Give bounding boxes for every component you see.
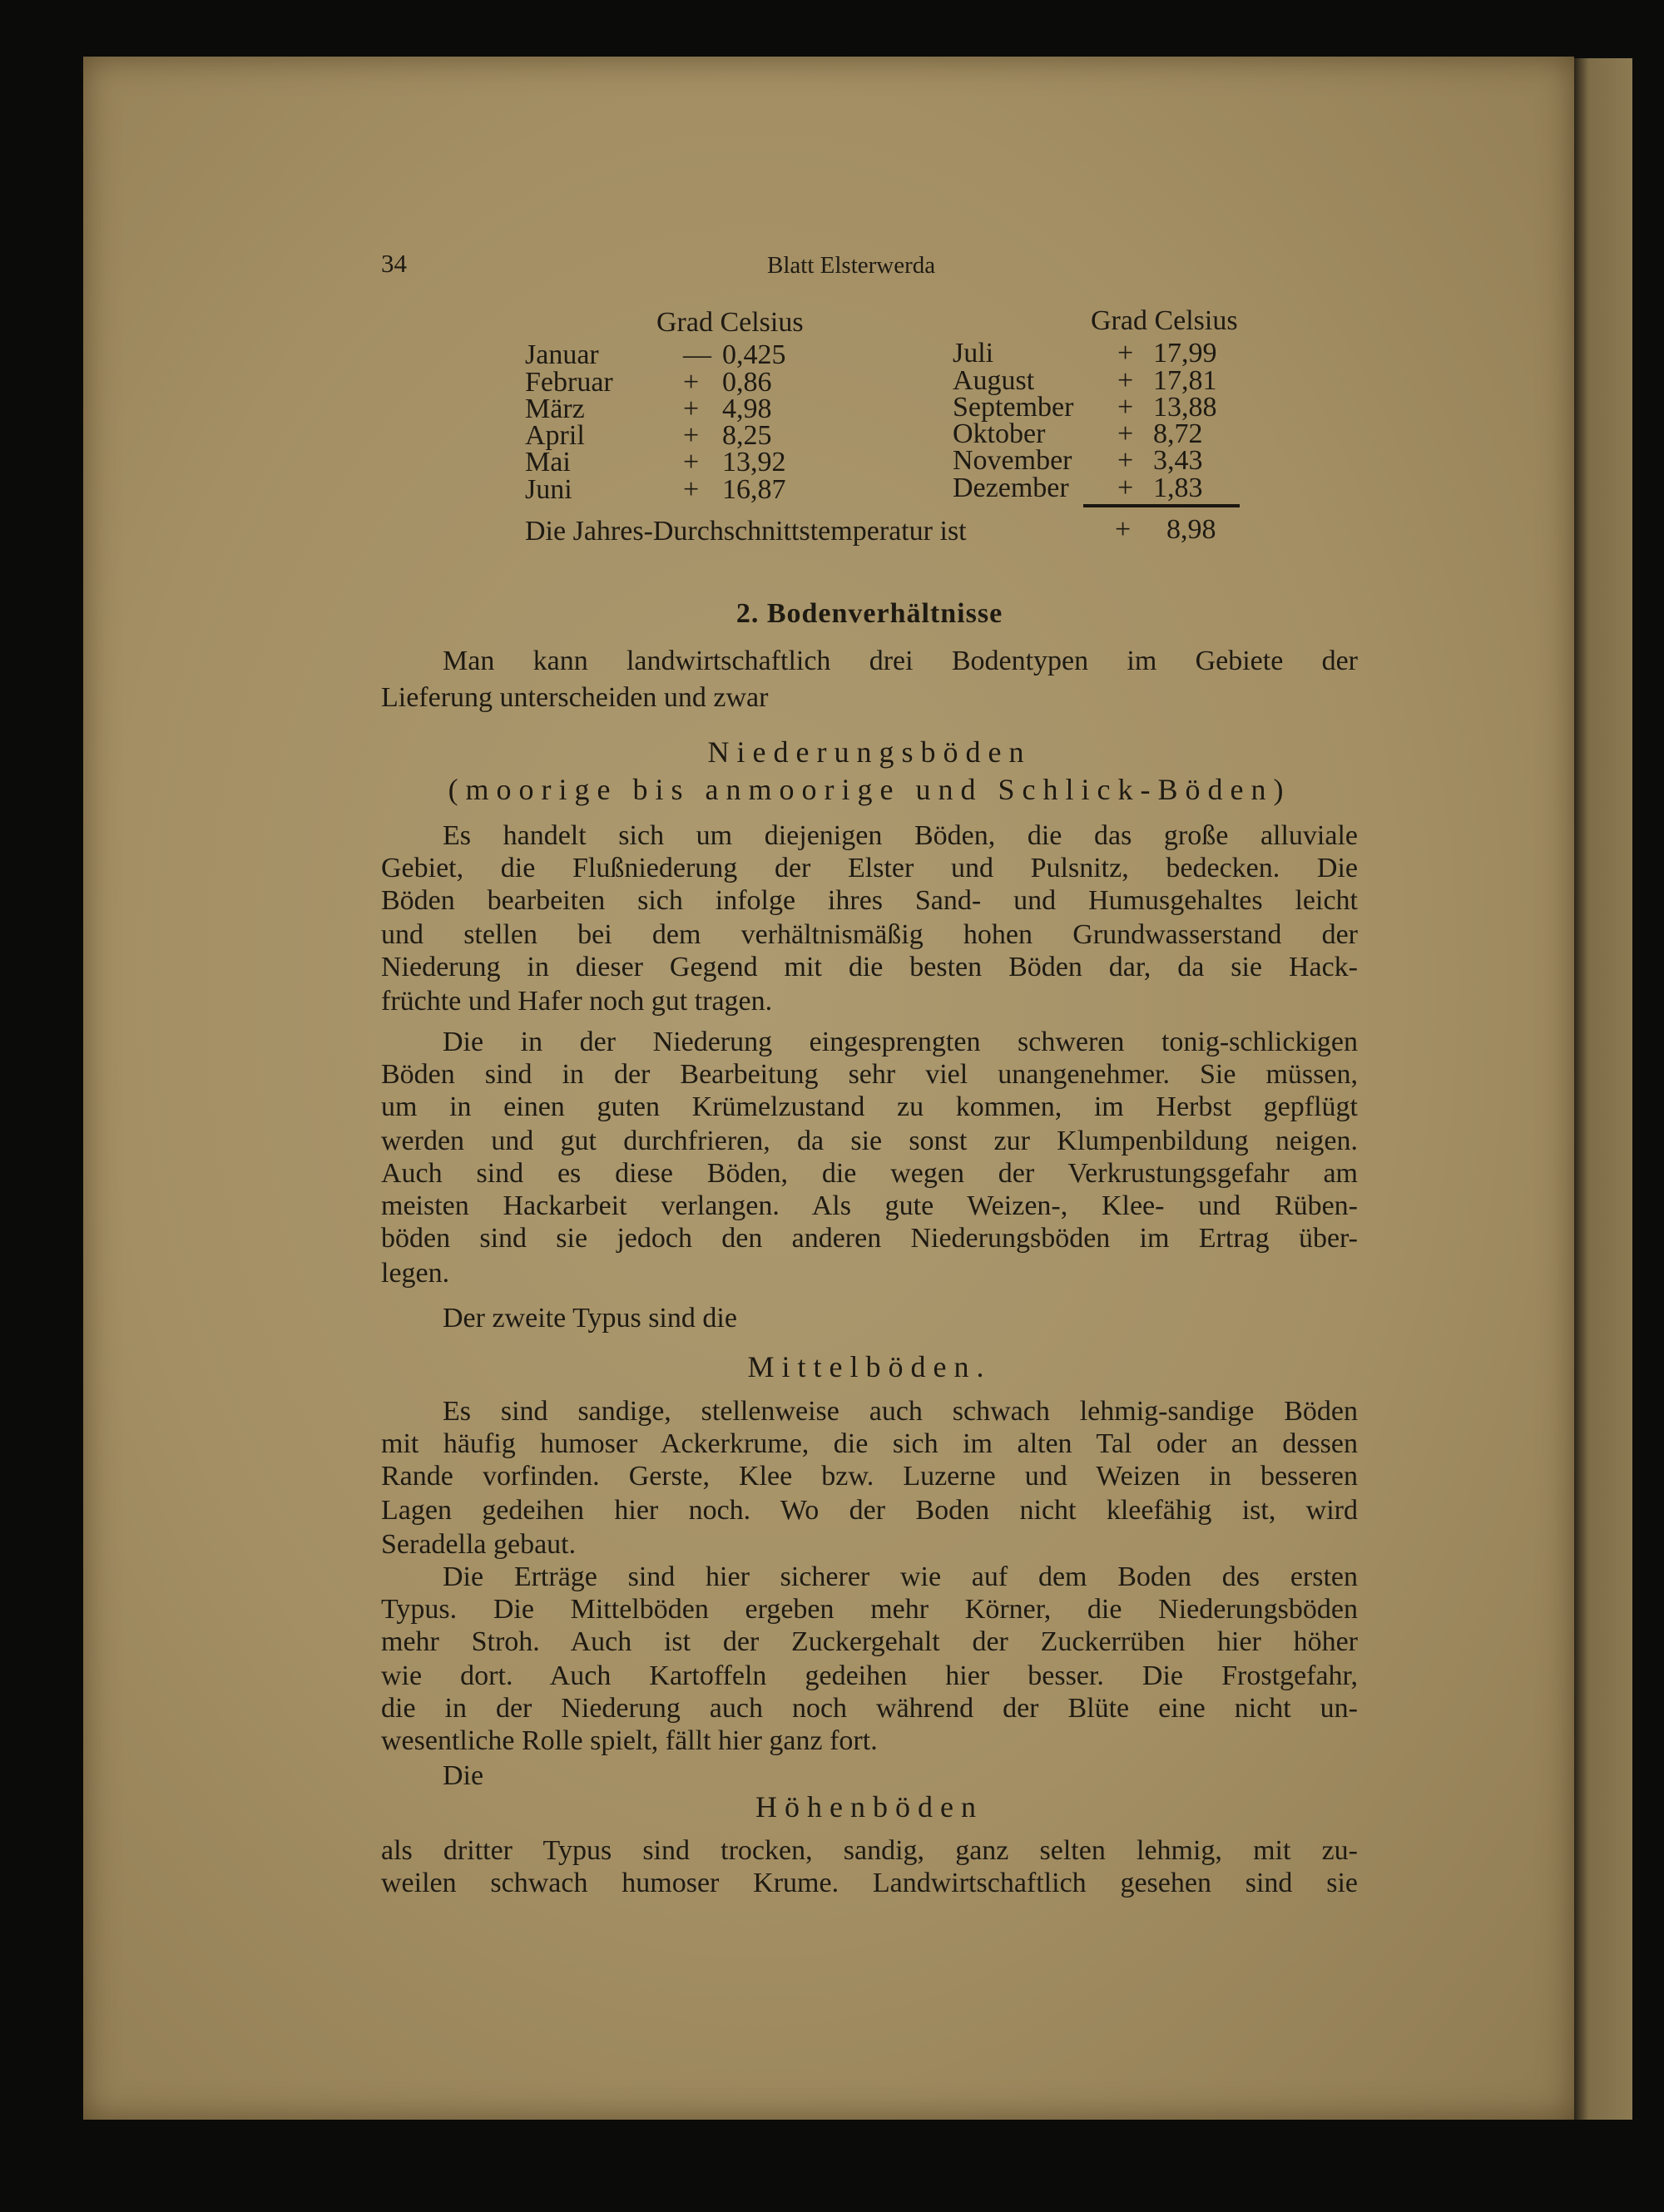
section-heading: 2. Bodenverhältnisse xyxy=(735,598,1003,629)
text-line: früchte und Hafer noch gut tragen. xyxy=(381,986,773,1017)
temperature-value: 0,425 xyxy=(722,339,786,370)
column-header-left: Grad Celsius xyxy=(656,307,804,338)
temperature-sign: + xyxy=(683,367,700,398)
text-line: Böden sind in der Bearbeitung sehr viel unangenehmer. Sie müssen, xyxy=(381,1059,1358,1090)
text-line: Lieferung unterscheiden und zwar xyxy=(381,682,769,713)
text-line: Seradella gebaut. xyxy=(381,1529,577,1560)
month-label: April xyxy=(525,420,585,451)
sum-rule xyxy=(1083,504,1240,507)
running-title: Blatt Elsterwerda xyxy=(767,252,936,279)
temperature-sign: + xyxy=(1117,418,1134,449)
temperature-value: 17,99 xyxy=(1153,338,1217,369)
average-sign: + xyxy=(1115,514,1132,545)
month-label: September xyxy=(953,392,1074,423)
temperature-sign: + xyxy=(1117,445,1134,476)
average-label: Die Jahres-Durchschnittstemperatur ist xyxy=(525,516,967,547)
temperature-value: 16,87 xyxy=(722,474,786,505)
text-line: weilen schwach humoser Krume. Landwirtschaftlich gesehen sind sie xyxy=(381,1868,1358,1898)
text-line: Böden bearbeiten sich infolge ihres Sand- und Humusgehaltes leicht xyxy=(381,885,1358,916)
month-label: November xyxy=(953,445,1072,476)
facing-page-edge xyxy=(1574,58,1632,2120)
temperature-value: 3,43 xyxy=(1153,445,1203,476)
text-line: Es sind sandige, stellenweise auch schwach lehmig-sandige Böden xyxy=(443,1396,1358,1427)
temperature-sign: + xyxy=(683,420,700,451)
average-value: 8,98 xyxy=(1166,514,1216,545)
text-line: legen. xyxy=(381,1258,450,1289)
text-line: mit häufig humoser Ackerkrume, die sich im alten Tal oder an dessen xyxy=(381,1428,1358,1459)
soil-type-heading: Mittelböden. xyxy=(747,1350,992,1383)
temperature-value: 13,92 xyxy=(722,447,786,478)
month-label: Januar xyxy=(525,339,599,370)
text-line: Rande vorfinden. Gerste, Klee bzw. Luzerne und Weizen in besseren xyxy=(381,1461,1358,1492)
month-label: März xyxy=(525,393,585,424)
text-line: wie dort. Auch Kartoffeln gedeihen hier besser. Die Frostgefahr, xyxy=(381,1660,1358,1691)
month-label: Juli xyxy=(953,338,994,369)
month-label: Juni xyxy=(525,474,572,505)
temperature-sign: + xyxy=(683,474,700,505)
text-line: werden und gut durchfrieren, da sie sonst zur Klumpenbildung neigen. xyxy=(381,1126,1358,1156)
text-line: Der zweite Typus sind die xyxy=(443,1303,737,1334)
month-label: Mai xyxy=(525,447,571,478)
text-line: wesentliche Rolle spielt, fällt hier ganz fort. xyxy=(381,1725,878,1756)
text-line: Gebiet, die Flußniederung der Elster und Pulsnitz, bedecken. Die xyxy=(381,853,1358,883)
temperature-value: 8,25 xyxy=(722,420,772,451)
temperature-sign: + xyxy=(1117,392,1134,423)
text-line: um in einen guten Krümelzustand zu kommen, im Herbst gepflügt xyxy=(381,1091,1358,1122)
text-line: Die Erträge sind hier sicherer wie auf dem Boden des ersten xyxy=(443,1561,1358,1592)
soil-type-heading: Höhenböden xyxy=(755,1790,983,1824)
temperature-value: 17,81 xyxy=(1153,365,1217,396)
month-label: Februar xyxy=(525,367,613,398)
month-label: Oktober xyxy=(953,418,1046,449)
soil-type-heading: Niederungsböden xyxy=(707,735,1032,769)
temperature-value: 1,83 xyxy=(1153,473,1203,503)
temperature-value: 4,98 xyxy=(722,393,772,424)
column-header-right: Grad Celsius xyxy=(1091,305,1238,336)
text-line: als dritter Typus sind trocken, sandig, ganz selten lehmig, mit zu- xyxy=(381,1835,1358,1866)
temperature-sign: + xyxy=(683,447,700,478)
page-number: 34 xyxy=(381,249,407,278)
text-line: mehr Stroh. Auch ist der Zuckergehalt der Zuckerrüben hier höher xyxy=(381,1626,1358,1657)
text-line: Die xyxy=(443,1760,484,1791)
text-line: und stellen bei dem verhältnismäßig hohen Grundwasserstand der xyxy=(381,919,1358,950)
temperature-sign: + xyxy=(1117,338,1134,369)
text-line: Es handelt sich um diejenigen Böden, die das große alluviale xyxy=(443,820,1358,851)
text-line: Lagen gedeihen hier noch. Wo der Boden nicht kleefähig ist, wird xyxy=(381,1495,1358,1526)
temperature-sign: + xyxy=(1117,365,1134,396)
text-line: meisten Hackarbeit verlangen. Als gute Weizen-, Klee- und Rüben- xyxy=(381,1190,1358,1221)
temperature-sign: + xyxy=(1117,473,1134,503)
text-line: Niederung in dieser Gegend mit die besten Böden dar, da sie Hack- xyxy=(381,952,1358,982)
soil-type-heading: (moorige bis anmoorige und Schlick-Böden) xyxy=(448,773,1291,806)
text-line: die in der Niederung auch noch während der Blüte eine nicht un- xyxy=(381,1693,1358,1724)
temperature-value: 8,72 xyxy=(1153,418,1203,449)
text-line: böden sind sie jedoch den anderen Niederungsböden im Ertrag über- xyxy=(381,1223,1358,1254)
text-line: Man kann landwirtschaftlich drei Bodentypen im Gebiete der xyxy=(443,646,1358,676)
text-line: Auch sind es diese Böden, die wegen der Verkrustungsgefahr am xyxy=(381,1158,1358,1189)
month-label: Dezember xyxy=(953,473,1069,503)
month-label: August xyxy=(953,365,1035,396)
temperature-sign: + xyxy=(683,393,700,424)
temperature-value: 13,88 xyxy=(1153,392,1217,423)
temperature-value: 0,86 xyxy=(722,367,772,398)
temperature-sign: — xyxy=(683,339,711,370)
text-line: Die in der Niederung eingesprengten schweren tonig-schlickigen xyxy=(443,1027,1358,1057)
text-line: Typus. Die Mittelböden ergeben mehr Körner, die Niederungsböden xyxy=(381,1594,1358,1625)
